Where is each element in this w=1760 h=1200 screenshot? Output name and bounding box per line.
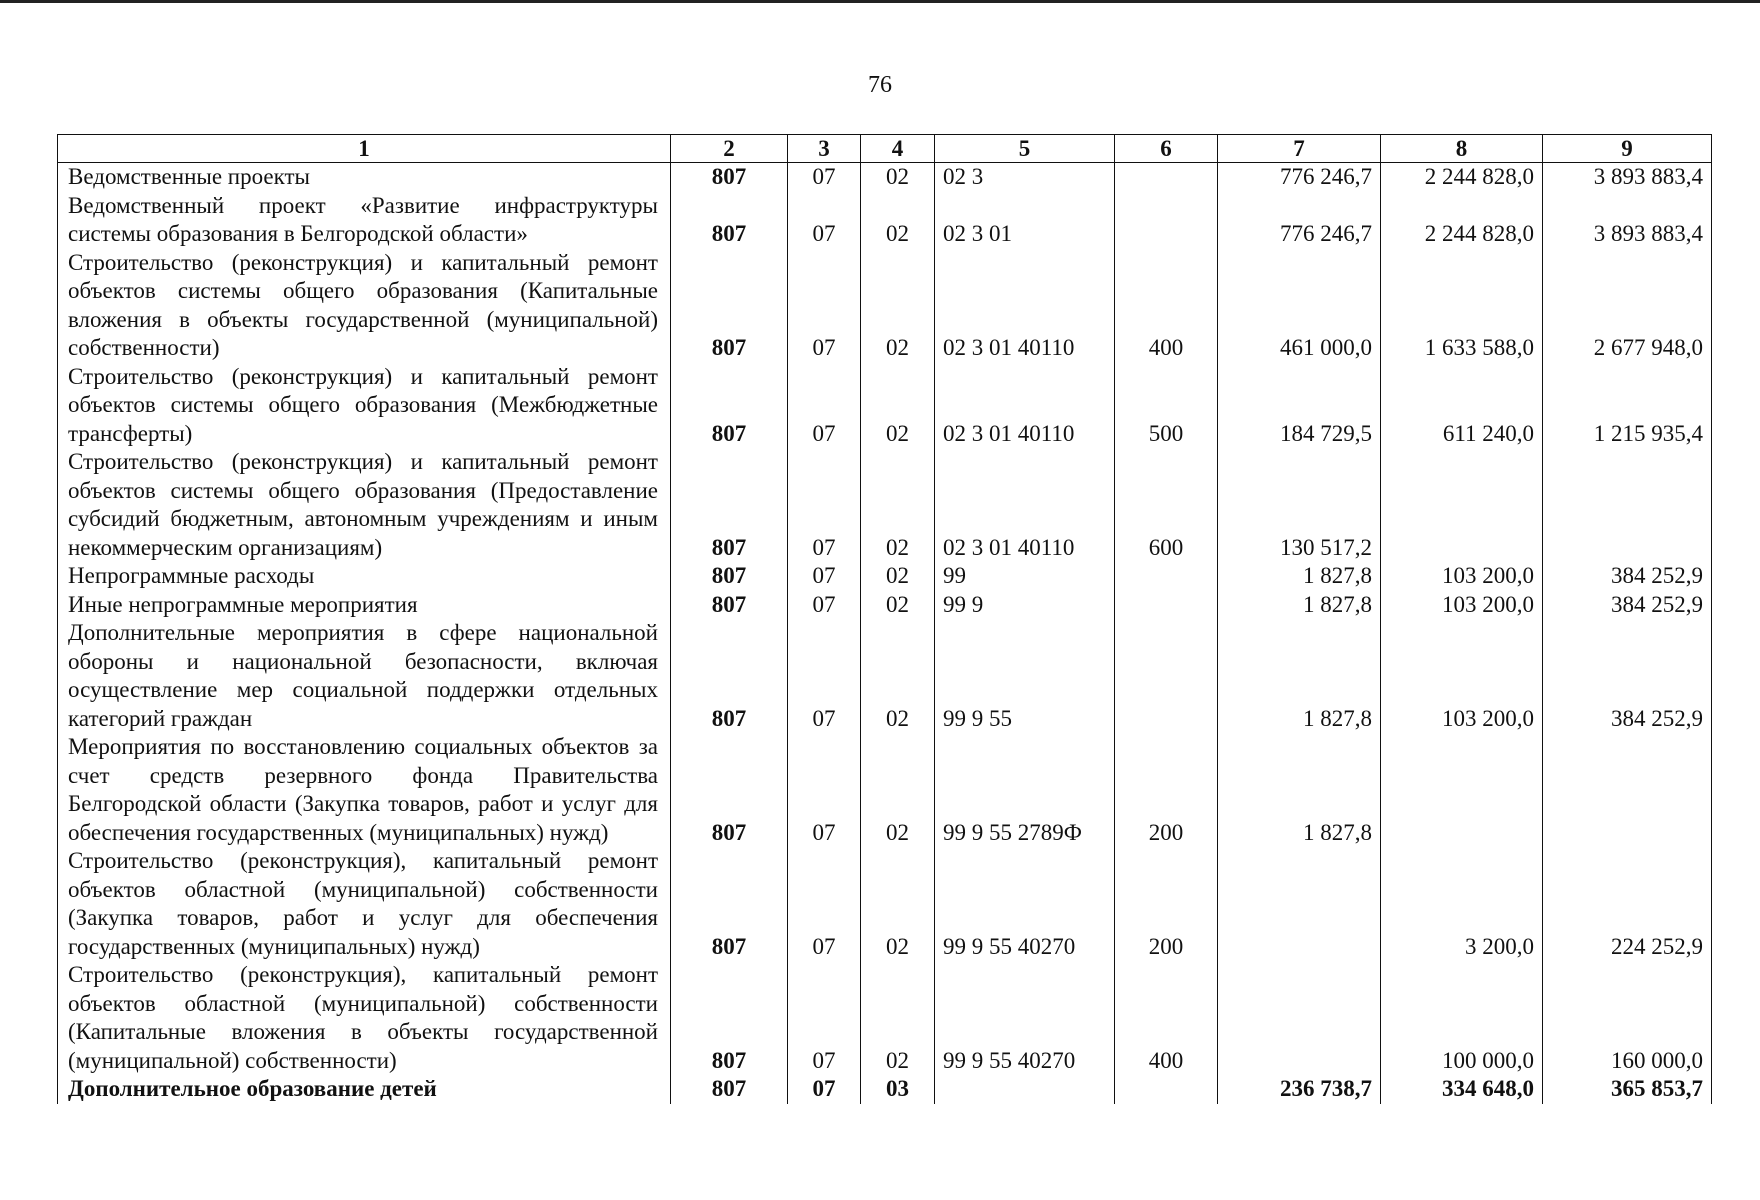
row-admin-code: 807 (671, 591, 788, 620)
header-col-9: 9 (1543, 135, 1712, 163)
row-expense-type: 200 (1115, 733, 1218, 847)
row-amount-col7: 130 517,2 (1218, 448, 1381, 562)
row-admin-code: 807 (671, 733, 788, 847)
header-col-5: 5 (935, 135, 1115, 163)
row-expense-type: 400 (1115, 249, 1218, 363)
header-col-8: 8 (1381, 135, 1543, 163)
row-subsection: 02 (861, 448, 935, 562)
header-col-3: 3 (788, 135, 861, 163)
table-row (58, 619, 1712, 733)
row-section: 07 (788, 1075, 861, 1104)
row-expense-type (1115, 619, 1218, 733)
row-subsection: 02 (861, 961, 935, 1075)
header-col-1: 1 (58, 135, 671, 163)
row-section: 07 (788, 591, 861, 620)
row-section: 07 (788, 448, 861, 562)
row-amount-col8: 1 633 588,0 (1381, 249, 1543, 363)
row-amount-col7: 1 827,8 (1218, 619, 1381, 733)
row-expense-type (1115, 163, 1218, 192)
row-target-article: 02 3 01 40110 (935, 249, 1115, 363)
table-body (58, 163, 1712, 1104)
row-expense-type: 400 (1115, 961, 1218, 1075)
table-row (58, 448, 1712, 562)
row-amount-col8: 611 240,0 (1381, 363, 1543, 449)
header-col-7: 7 (1218, 135, 1381, 163)
table-row (58, 249, 1712, 363)
table-row (58, 1075, 1712, 1104)
row-name: Иные непрограммные мероприятия (58, 591, 671, 620)
row-amount-col8: 100 000,0 (1381, 961, 1543, 1075)
row-section: 07 (788, 562, 861, 591)
row-amount-col7: 776 246,7 (1218, 163, 1381, 192)
row-name: Строительство (реконструкция) и капитальный ремонт объектов системы общего образования (Межбюджетные трансферты) (58, 363, 671, 449)
row-amount-col7: 184 729,5 (1218, 363, 1381, 449)
row-expense-type: 600 (1115, 448, 1218, 562)
table-row (58, 192, 1712, 249)
row-amount-col8: 3 200,0 (1381, 847, 1543, 961)
row-section: 07 (788, 192, 861, 249)
header-col-4: 4 (861, 135, 935, 163)
row-amount-col8: 334 648,0 (1381, 1075, 1543, 1104)
row-amount-col7 (1218, 847, 1381, 961)
row-subsection: 02 (861, 163, 935, 192)
row-target-article: 02 3 01 40110 (935, 363, 1115, 449)
row-amount-col7: 776 246,7 (1218, 192, 1381, 249)
table-row (58, 591, 1712, 620)
top-border-line (0, 0, 1760, 3)
row-expense-type (1115, 1075, 1218, 1104)
page-number: 76 (868, 72, 892, 98)
row-section: 07 (788, 163, 861, 192)
row-subsection: 02 (861, 192, 935, 249)
row-name: Ведомственные проекты (58, 163, 671, 192)
table-row (58, 562, 1712, 591)
row-admin-code: 807 (671, 192, 788, 249)
row-amount-col7 (1218, 961, 1381, 1075)
row-amount-col9: 365 853,7 (1543, 1075, 1712, 1104)
header-col-2: 2 (671, 135, 788, 163)
budget-table (57, 134, 1712, 1104)
row-target-article: 99 9 (935, 591, 1115, 620)
row-amount-col9: 384 252,9 (1543, 591, 1712, 620)
row-subsection: 02 (861, 562, 935, 591)
row-target-article: 02 3 (935, 163, 1115, 192)
row-amount-col7: 1 827,8 (1218, 733, 1381, 847)
row-amount-col9: 3 893 883,4 (1543, 192, 1712, 249)
row-name: Строительство (реконструкция) и капитальный ремонт объектов системы общего образования (Предоставление субсидий бюджетным, автономным учреждениям и иным некоммерческим организациям) (58, 448, 671, 562)
row-name: Ведомственный проект «Развитие инфраструктуры системы образования в Белгородской области» (58, 192, 671, 249)
row-amount-col7: 236 738,7 (1218, 1075, 1381, 1104)
row-section: 07 (788, 847, 861, 961)
row-amount-col9 (1543, 733, 1712, 847)
row-expense-type (1115, 591, 1218, 620)
row-admin-code: 807 (671, 249, 788, 363)
row-expense-type: 200 (1115, 847, 1218, 961)
row-amount-col9: 160 000,0 (1543, 961, 1712, 1075)
row-admin-code: 807 (671, 1075, 788, 1104)
row-subsection: 02 (861, 847, 935, 961)
row-admin-code: 807 (671, 961, 788, 1075)
row-amount-col8: 2 244 828,0 (1381, 192, 1543, 249)
row-target-article: 99 9 55 (935, 619, 1115, 733)
row-subsection: 02 (861, 619, 935, 733)
row-admin-code: 807 (671, 363, 788, 449)
row-section: 07 (788, 249, 861, 363)
row-subsection: 03 (861, 1075, 935, 1104)
row-amount-col9: 384 252,9 (1543, 619, 1712, 733)
row-amount-col9 (1543, 448, 1712, 562)
row-target-article: 99 (935, 562, 1115, 591)
table-row (58, 847, 1712, 961)
row-admin-code: 807 (671, 619, 788, 733)
row-amount-col8 (1381, 448, 1543, 562)
table-row (58, 363, 1712, 449)
row-admin-code: 807 (671, 562, 788, 591)
row-admin-code: 807 (671, 448, 788, 562)
row-amount-col8: 2 244 828,0 (1381, 163, 1543, 192)
row-subsection: 02 (861, 249, 935, 363)
row-expense-type (1115, 192, 1218, 249)
row-subsection: 02 (861, 733, 935, 847)
row-name: Дополнительные мероприятия в сфере национальной обороны и национальной безопасности, включая осуществление мер социальной поддержки отдельных категорий граждан (58, 619, 671, 733)
header-col-6: 6 (1115, 135, 1218, 163)
table-row (58, 961, 1712, 1075)
row-name: Мероприятия по восстановлению социальных объектов за счет средств резервного фонда Правительства Белгородской области (Закупка товаров, работ и услуг для обеспечения государственных (муниципальных) нужд) (58, 733, 671, 847)
row-amount-col9: 224 252,9 (1543, 847, 1712, 961)
table-row (58, 163, 1712, 192)
header-row (58, 135, 1712, 163)
row-amount-col8: 103 200,0 (1381, 591, 1543, 620)
row-admin-code: 807 (671, 847, 788, 961)
row-admin-code: 807 (671, 163, 788, 192)
row-amount-col8: 103 200,0 (1381, 562, 1543, 591)
table-row (58, 733, 1712, 847)
row-section: 07 (788, 733, 861, 847)
row-amount-col9: 2 677 948,0 (1543, 249, 1712, 363)
row-name: Строительство (реконструкция), капитальный ремонт объектов областной (муниципальной) собственности (Капитальные вложения в объекты государственной (муниципальной) собственности) (58, 961, 671, 1075)
row-amount-col9: 3 893 883,4 (1543, 163, 1712, 192)
row-amount-col7: 1 827,8 (1218, 591, 1381, 620)
row-amount-col9: 1 215 935,4 (1543, 363, 1712, 449)
row-amount-col7: 461 000,0 (1218, 249, 1381, 363)
row-amount-col8: 103 200,0 (1381, 619, 1543, 733)
row-amount-col9: 384 252,9 (1543, 562, 1712, 591)
row-expense-type (1115, 562, 1218, 591)
row-target-article: 99 9 55 40270 (935, 961, 1115, 1075)
row-target-article: 02 3 01 (935, 192, 1115, 249)
row-section: 07 (788, 619, 861, 733)
row-subsection: 02 (861, 363, 935, 449)
row-target-article: 02 3 01 40110 (935, 448, 1115, 562)
row-amount-col7: 1 827,8 (1218, 562, 1381, 591)
row-name: Строительство (реконструкция) и капитальный ремонт объектов системы общего образования (Капитальные вложения в объекты государственной (муниципальной) собственности) (58, 249, 671, 363)
row-section: 07 (788, 961, 861, 1075)
row-expense-type: 500 (1115, 363, 1218, 449)
row-target-article (935, 1075, 1115, 1104)
row-target-article: 99 9 55 2789Ф (935, 733, 1115, 847)
row-name: Дополнительное образование детей (58, 1075, 671, 1104)
row-amount-col8 (1381, 733, 1543, 847)
row-name: Непрограммные расходы (58, 562, 671, 591)
row-subsection: 02 (861, 591, 935, 620)
row-name: Строительство (реконструкция), капитальный ремонт объектов областной (муниципальной) собственности (Закупка товаров, работ и услуг для обеспечения государственных (муниципальных) нужд) (58, 847, 671, 961)
row-section: 07 (788, 363, 861, 449)
row-target-article: 99 9 55 40270 (935, 847, 1115, 961)
